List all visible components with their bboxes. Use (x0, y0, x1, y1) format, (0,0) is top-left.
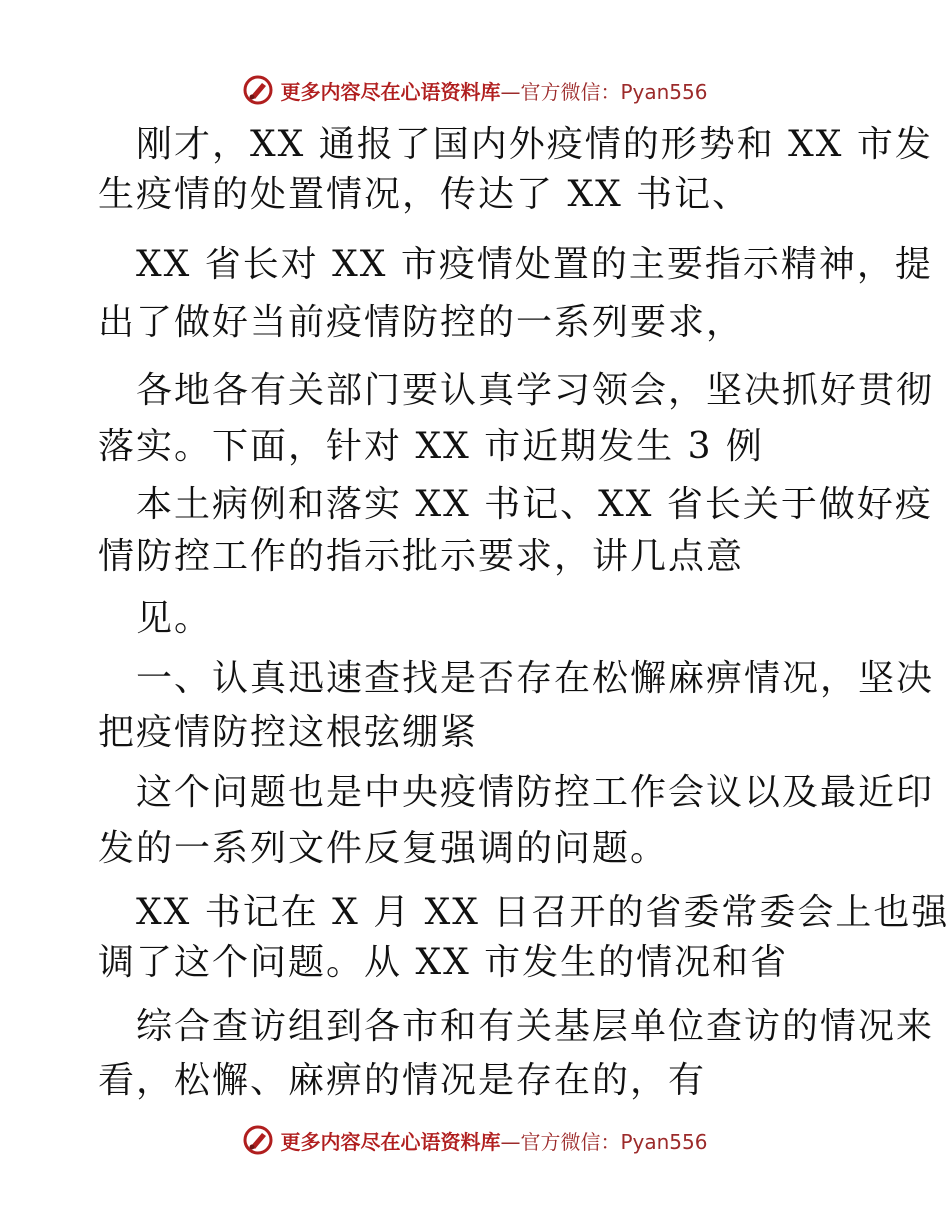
text-line: 看，松懈、麻痹的情况是存在的，有 (98, 1060, 707, 1101)
text-line: 发的一系列文件反复强调的问题。 (98, 828, 669, 869)
footer-banner (0, 1120, 950, 1160)
text-line: XX 书记在 X 月 XX 日召开的省委常委会上也强 (136, 892, 950, 933)
text-line: 生疫情的处置情况，传达了 XX 书记、 (98, 174, 751, 215)
text-line: 情防控工作的指示批示要求，讲几点意 (98, 536, 745, 577)
brush-logo-icon (242, 74, 274, 106)
text-line: 调了这个问题。从 XX 市发生的情况和省 (98, 942, 789, 983)
section-heading: 把疫情防控这根弦绷紧 (98, 712, 479, 753)
header-banner-contact: 官方微信：Pyan556 (520, 79, 708, 104)
brush-logo-icon (242, 1124, 274, 1156)
header-banner (0, 70, 950, 110)
text-line: 各地各有关部门要认真学习领会，坚决抓好贯彻 (136, 370, 935, 411)
text-line: 这个问题也是中央疫情防控工作会议以及最近印 (136, 772, 935, 813)
footer-banner-separator: — (500, 1129, 521, 1154)
text-line: 本土病例和落实 XX 书记、XX 省长关于做好疫 (136, 484, 933, 525)
footer-banner-contact: 官方微信：Pyan556 (520, 1129, 708, 1154)
footer-banner-text (280, 1126, 707, 1155)
text-line: 见。 (136, 598, 213, 639)
text-line: 综合查访组到各市和有关基层单位查访的情况来 (136, 1006, 935, 1047)
section-heading: 一、认真迅速查找是否存在松懈麻痹情况，坚决 (136, 658, 935, 699)
text-line: 落实。下面，针对 XX 市近期发生 3 例 (98, 426, 764, 467)
header-banner-title: 更多内容尽在心语资料库 (280, 79, 501, 104)
text-line: 刚才，XX 通报了国内外疫情的形势和 XX 市发 (136, 124, 933, 165)
header-banner-text (280, 76, 707, 105)
header-banner-separator: — (500, 79, 521, 104)
footer-banner-title: 更多内容尽在心语资料库 (280, 1129, 501, 1154)
text-line: 出了做好当前疫情防控的一系列要求， (98, 302, 745, 343)
text-line: XX 省长对 XX 市疫情处置的主要指示精神，提 (136, 244, 933, 285)
